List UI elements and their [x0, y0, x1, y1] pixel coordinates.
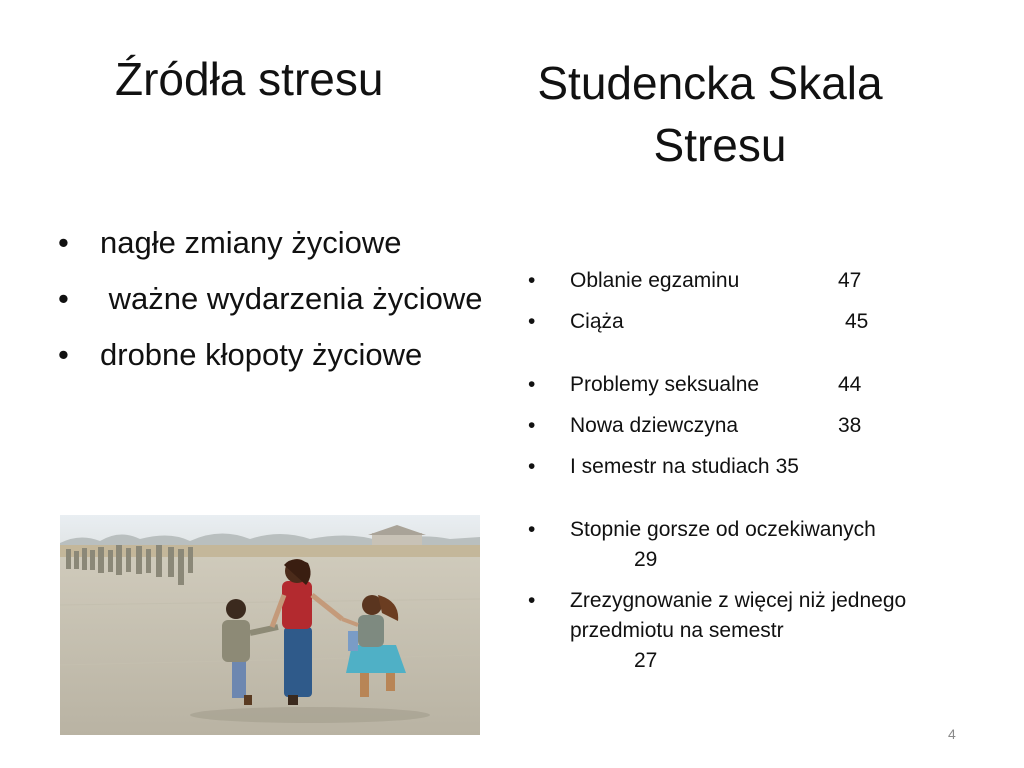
slide-title-right-line1: Studencka Skala: [537, 57, 883, 109]
scale-item-value: 38: [838, 414, 862, 437]
bullet-icon: •: [58, 337, 69, 372]
bullet-icon: •: [528, 414, 536, 437]
scale-item-value: 45: [845, 310, 869, 333]
family-running-photo: [60, 515, 480, 735]
source-text: drobne kłopoty życiowe: [100, 337, 423, 372]
scale-item-value: 27: [634, 649, 658, 672]
list-item: [58, 278, 508, 320]
list-item: [528, 307, 998, 337]
bullet-icon: •: [528, 589, 536, 612]
scale-item-label: Problemy seksualne: [570, 373, 760, 396]
list-item: [528, 452, 998, 482]
list-item: [528, 411, 998, 441]
bullet-icon: •: [528, 269, 536, 292]
scale-item-label: Stopnie gorsze od oczekiwanych: [570, 518, 876, 541]
bullet-icon: •: [528, 518, 536, 541]
list-item: [528, 515, 998, 575]
slide-title-right-line2: Stresu: [653, 119, 787, 171]
scale-item-value: 35: [775, 455, 799, 478]
stress-scale-list: [528, 266, 998, 687]
scale-item-label: I semestr na studiach: [570, 455, 770, 478]
scale-item-label: Zrezygnowanie z więcej niż jednego przedmiotu na semestr: [570, 589, 907, 642]
list-item: [58, 222, 508, 264]
slide-title-right: [470, 52, 950, 176]
slide-title-left: Źródła stresu: [115, 53, 384, 105]
bullet-icon: •: [528, 310, 536, 333]
source-text: ważne wydarzenia życiowe: [100, 281, 483, 316]
scale-item-value: 29: [634, 548, 658, 571]
scale-item-value: 47: [838, 269, 862, 292]
page-number: 4: [948, 726, 956, 742]
scale-item-label: Oblanie egzaminu: [570, 269, 740, 292]
list-item: [58, 334, 508, 376]
bullet-icon: •: [58, 225, 69, 260]
bullet-icon: •: [58, 281, 69, 316]
stress-sources-list: [58, 222, 508, 390]
list-item: [528, 266, 998, 296]
source-text: nagłe zmiany życiowe: [100, 225, 402, 260]
scale-item-label: Nowa dziewczyna: [570, 414, 739, 437]
scale-item-value: 44: [838, 373, 862, 396]
list-item: [528, 370, 998, 400]
list-item: [528, 586, 998, 676]
scale-item-label: Ciąża: [570, 310, 624, 333]
bullet-icon: •: [528, 455, 536, 478]
bullet-icon: •: [528, 373, 536, 396]
